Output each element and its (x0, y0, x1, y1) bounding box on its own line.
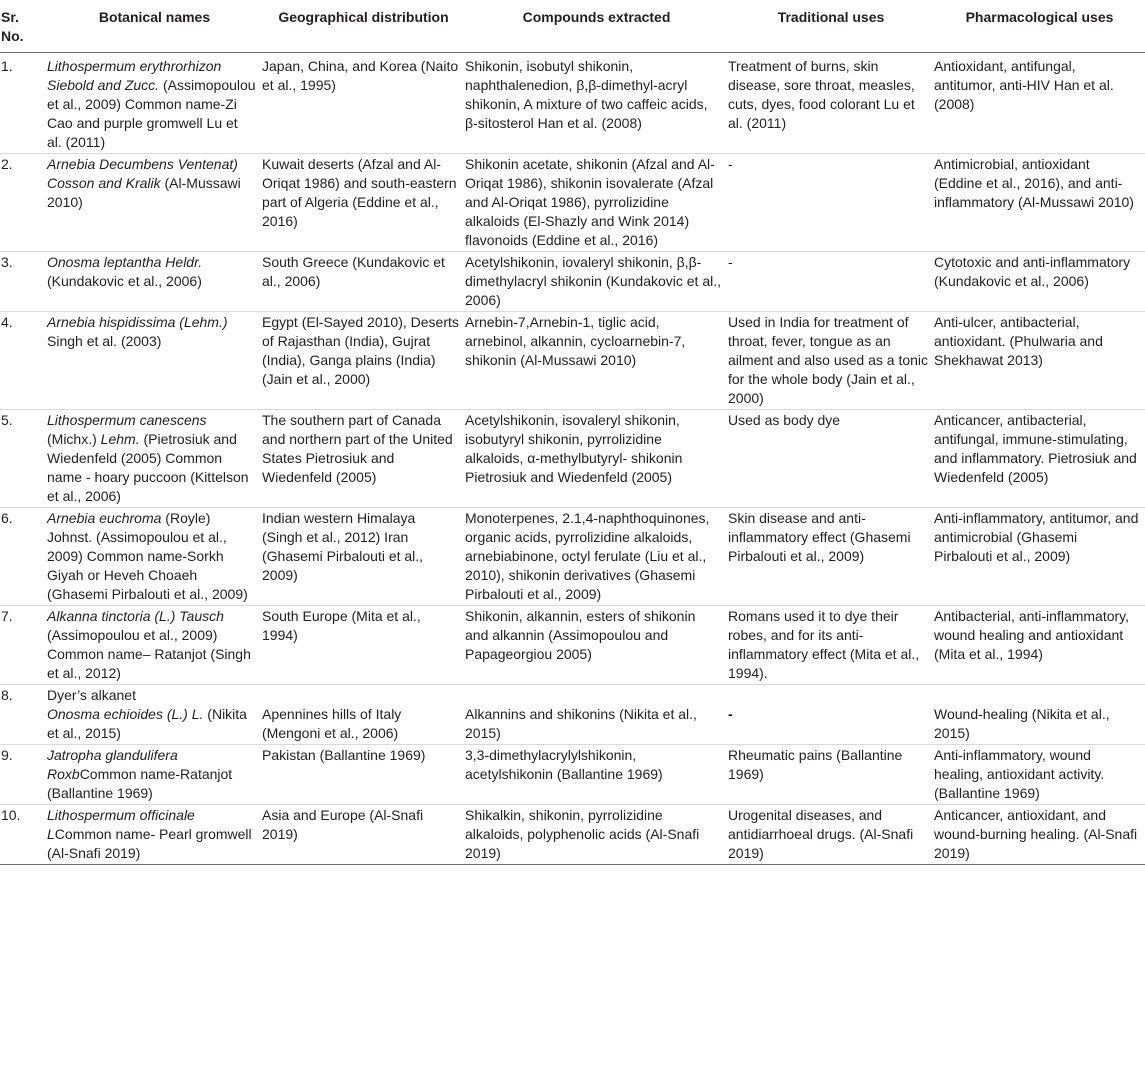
botanical-italic: Onosma leptantha Heldr. (47, 254, 203, 270)
cell-traditional-uses (728, 685, 934, 745)
botanical-italic: Arnebia Decumbens Ventenat) Cosson and Kralik (47, 156, 238, 191)
header-sr-no: Sr. No. (1, 9, 24, 44)
cell-botanical-name (47, 312, 262, 410)
botanical-rest: Common name- Pearl gromwell (Al-Snafi 2019) (47, 826, 252, 861)
cell-compounds-extracted: Acetylshikonin, isovaleryl shikonin, isobutyryl shikonin, pyrrolizidine alkaloids, α-methylbutyryl- shikonin Pietrosiuk and Wiedenfeld (2005) (465, 412, 683, 485)
cell-geographical-distribution: Egypt (El-Sayed 2010), Deserts of Rajasthan (India), Gujrat (India), Ganga plains (India) (Jain et al., 2000) (262, 314, 459, 387)
cell-sr-no: 9. (1, 747, 13, 763)
cell-botanical-name (47, 53, 262, 154)
cell-geographical-distribution: Kuwait deserts (Afzal and Al-Oriqat 1986) and south-eastern part of Algeria (Eddine et al., 2016) (262, 156, 457, 229)
table-row (0, 606, 1145, 685)
cell-pharmacological-uses: Anti-inflammatory, antitumor, and antimicrobial (Ghasemi Pirbalouti et al., 2009) (934, 510, 1139, 564)
cell-traditional-uses: Urogenital diseases, and antidiarrhoeal drugs. (Al-Snafi 2019) (728, 807, 914, 861)
cell-geographical-distribution: Pakistan (Ballantine 1969) (262, 747, 426, 763)
botanical-italic: Onosma echioides (L.) L. (47, 706, 204, 722)
cell-botanical-name (47, 508, 262, 606)
cell-botanical-name (47, 606, 262, 685)
cell-pharmacological-uses (934, 685, 1145, 745)
compounds-text: Alkannins and shikonins (Nikita et al., 2015) (465, 706, 697, 741)
botanical-italic: Lithospermum erythrorhizon Siebold and Zucc. (47, 58, 222, 93)
botanical-prefix: Dyer’s alkanet (47, 687, 136, 703)
botanical-italic: Alkanna tinctoria (L.) Tausch (47, 608, 224, 624)
cell-geographical-distribution (262, 685, 465, 745)
cell-compounds-extracted: Shikalkin, shikonin, pyrrolizidine alkaloids, polyphenolic acids (Al-Snafi 2019) (465, 807, 700, 861)
cell-sr-no: 6. (1, 510, 13, 526)
cell-compounds-extracted (465, 685, 728, 745)
geo-text: Apennines hills of Italy (Mengoni et al., 2006) (262, 706, 402, 741)
cell-pharmacological-uses: Cytotoxic and anti-inflammatory (Kundakovic et al., 2006) (934, 254, 1131, 289)
cell-pharmacological-uses: Antibacterial, anti-inflammatory, wound healing and antioxidant (Mita et al., 1994) (934, 608, 1130, 662)
table-row (0, 508, 1145, 606)
table-row (0, 685, 1145, 745)
cell-pharmacological-uses: Anti-inflammatory, wound healing, antioxidant activity. (Ballantine 1969) (934, 747, 1105, 801)
botanical-mid: (Michx.) (47, 431, 101, 447)
cell-botanical-name (47, 410, 262, 508)
header-traditional-uses: Traditional uses (777, 9, 885, 25)
botanical-rest: (Al-Mussawi 2010) (47, 175, 241, 210)
botanical-rest: Common name-Ratanjot (Ballantine 1969) (47, 766, 233, 801)
cell-geographical-distribution: Japan, China, and Korea (Naito et al., 1995) (262, 58, 459, 93)
botanical-italic-author: Lehm. (100, 431, 140, 447)
botanical-italic: Lithospermum officinale L (47, 807, 195, 842)
cell-geographical-distribution: Asia and Europe (Al-Snafi 2019) (262, 807, 424, 842)
botanical-rest: (Assimopoulou et al., 2009) Common name– Ratanjot (Singh et al., 2012) (47, 627, 251, 681)
cell-geographical-distribution: South Europe (Mita et al., 1994) (262, 608, 421, 643)
cell-pharmacological-uses: Anticancer, antibacterial, antifungal, immune-stimulating, and inflammatory. Pietrosiuk and Wiedenfeld (2005) (934, 412, 1137, 485)
cell-compounds-extracted: Shikonin, alkannin, esters of shikonin and alkannin (Assimopoulou and Papageorgiou 2005) (465, 608, 696, 662)
table-row (0, 312, 1145, 410)
cell-compounds-extracted: 3,3-dimethylacrylylshikonin, acetylshikonin (Ballantine 1969) (465, 747, 663, 782)
table-row (0, 410, 1145, 508)
cell-compounds-extracted: Shikonin, isobutyl shikonin, naphthalenedion, β,β-dimethyl-acryl shikonin, A mixture of two caffeic acids, β-sitosterol Han et al. (2008) (465, 58, 708, 131)
botanical-rest: Singh et al. (2003) (47, 333, 162, 349)
botanical-rest: (Nikita et al., 2015) (47, 706, 247, 741)
botanical-italic: Arnebia hispidissima (Lehm.) (47, 314, 228, 330)
cell-compounds-extracted: Arnebin-7,Arnebin-1, tiglic acid, arnebinol, alkannin, cycloarnebin-7, shikonin (Al-Mussawi 2010) (465, 314, 686, 368)
botanical-rest: (Assimopoulou et al., 2009) Common name-Zi Cao and purple gromwell Lu et al. (2011) (47, 77, 256, 150)
cell-geographical-distribution: South Greece (Kundakovic et al., 2006) (262, 254, 445, 289)
cell-sr-no: 2. (1, 156, 13, 172)
header-botanical-names: Botanical names (98, 9, 211, 25)
cell-sr-no: 8. (1, 687, 13, 703)
cell-compounds-extracted: Monoterpenes, 2.1,4-naphthoquinones, organic acids, pyrrolizidine alkaloids, arnebiabinone, octyl ferulate (Liu et al., 2010), shikonin derivatives (Ghasemi Pirbalouti et al., 2009) (465, 510, 710, 602)
header-compounds-extracted: Compounds extracted (522, 9, 671, 25)
botanical-rest: (Royle) Johnst. (Assimopoulou et al., 2009) Common name-Sorkh Giyah or Heveh Choaeh (Ghasemi Pirbalouti et al., 2009) (47, 510, 248, 602)
cell-pharmacological-uses: Antioxidant, antifungal, antitumor, anti-HIV Han et al. (2008) (934, 58, 1114, 112)
cell-compounds-extracted: Shikonin acetate, shikonin (Afzal and Al-Oriqat 1986), shikonin isovalerate (Afzal and Al-Oriqat 1986), pyrrolizidine alkaloids (El-Shazly and Wink 2014) flavonoids (Eddine et al., 2016) (465, 156, 715, 248)
cell-sr-no: 10. (1, 807, 21, 823)
botanical-italic: Lithospermum canescens (47, 412, 207, 428)
botanical-rest: (Pietrosiuk and Wiedenfeld (2005) Common name - hoary puccoon (Kittelson et al., 2006) (47, 431, 249, 504)
pharma-text: Wound-healing (Nikita et al., 2015) (934, 706, 1110, 741)
cell-sr-no: 4. (1, 314, 13, 330)
cell-pharmacological-uses: Anti-ulcer, antibacterial, antioxidant. (Phulwaria and Shekhawat 2013) (934, 314, 1103, 368)
table-row (0, 53, 1145, 154)
cell-sr-no: 1. (1, 58, 13, 74)
cell-geographical-distribution: The southern part of Canada and northern part of the United States Pietrosiuk and Wiedenfeld (2005) (262, 412, 453, 485)
cell-sr-no: 3. (1, 254, 13, 270)
botanical-rest: (Kundakovic et al., 2006) (47, 273, 202, 289)
cell-traditional-uses: - (728, 254, 733, 270)
table-header (0, 0, 1145, 53)
cell-pharmacological-uses: Antimicrobial, antioxidant (Eddine et al., 2016), and anti-inflammatory (Al-Mussawi 2010) (934, 156, 1134, 210)
cell-pharmacological-uses: Anticancer, antioxidant, and wound-burning healing. (Al-Snafi 2019) (934, 807, 1138, 861)
cell-botanical-name (47, 154, 262, 252)
cell-sr-no: 7. (1, 608, 13, 624)
cell-botanical-name (47, 805, 262, 865)
traditional-text: - (728, 706, 733, 722)
cell-traditional-uses: Treatment of burns, skin disease, sore throat, measles, cuts, dyes, food colorant Lu et al. (2011) (728, 58, 915, 131)
botanical-italic: Arnebia euchroma (47, 510, 162, 526)
cell-compounds-extracted: Acetylshikonin, iovaleryl shikonin, β,β-dimethylacryl shikonin (Kundakovic et al., 2006) (465, 254, 722, 308)
table-row (0, 745, 1145, 805)
cell-traditional-uses: Rheumatic pains (Ballantine 1969) (728, 747, 903, 782)
cell-traditional-uses: Used as body dye (728, 412, 841, 428)
header-pharmacological-uses: Pharmacological uses (965, 9, 1114, 25)
table-body (0, 53, 1145, 865)
cell-traditional-uses: Used in India for treatment of throat, fever, tongue as an ailment and also used as a tonic for the whole body (Jain et al., 2000) (728, 314, 929, 406)
table-row (0, 154, 1145, 252)
header-geographical-distribution: Geographical distribution (278, 9, 449, 25)
cell-sr-no: 5. (1, 412, 13, 428)
cell-botanical-name (47, 252, 262, 312)
table-row (0, 805, 1145, 865)
cell-botanical-name (47, 685, 262, 745)
cell-traditional-uses: Skin disease and anti-inflammatory effect (Ghasemi Pirbalouti et al., 2009) (728, 510, 911, 564)
cell-botanical-name (47, 745, 262, 805)
botanical-italic: Jatropha glandulifera Roxb (47, 747, 178, 782)
cell-traditional-uses: - (728, 156, 733, 172)
cell-traditional-uses: Romans used it to dye their robes, and for its anti-inflammatory effect (Mita et al., 1994). (728, 608, 920, 681)
table-row (0, 252, 1145, 312)
cell-geographical-distribution: Indian western Himalaya (Singh et al., 2012) Iran (Ghasemi Pirbalouti et al., 2009) (262, 510, 424, 583)
